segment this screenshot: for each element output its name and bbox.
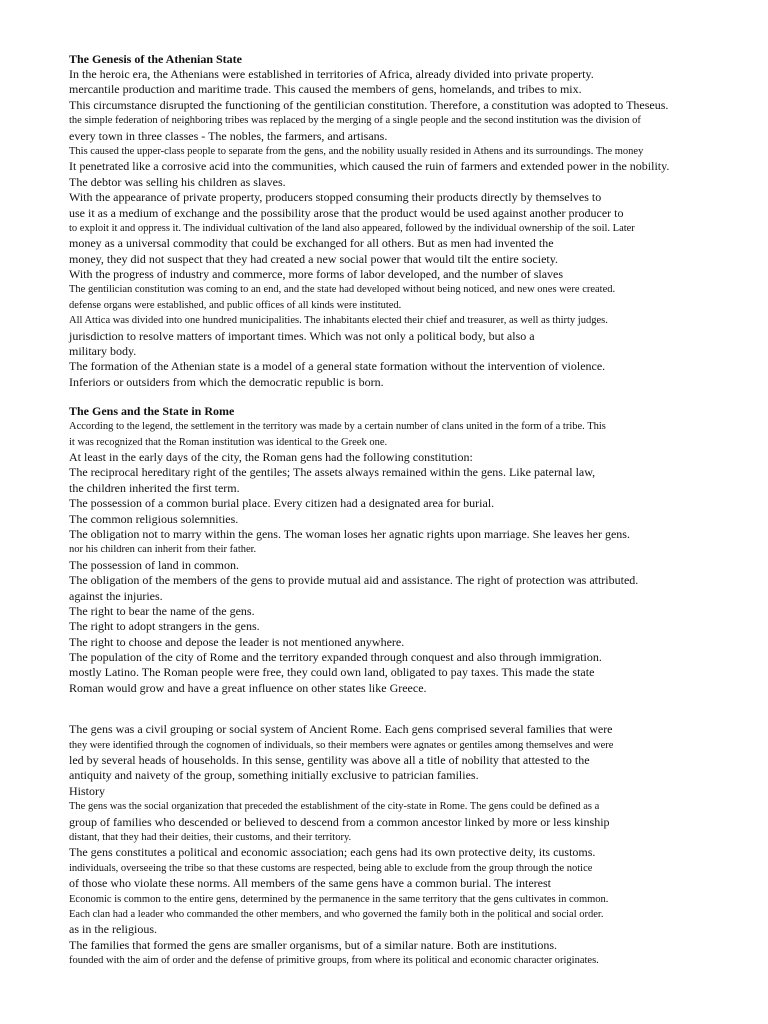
text-line: The gens was the social organization that preceded the establishment of the city-state in Rome. The gens could be defined as a [69,801,600,813]
text-line: defense organs were established, and public offices of all kinds were instituted. [69,299,402,311]
text-line: mercantile production and maritime trade. This caused the members of gens, homelands, and tribes to mix. [69,82,582,97]
text-line: The debtor was selling his children as slaves. [69,174,286,189]
text-line: The right to bear the name of the gens. [69,603,255,618]
text-line: The right to choose and depose the leader is not mentioned anywhere. [69,634,405,649]
subheading: History [69,783,105,798]
text-line: distant, that they had their deities, their customs, and their territory. [69,831,352,843]
text-line: as in the religious. [69,922,157,937]
text-line: Inferiors or outsiders from which the democratic republic is born. [69,374,384,389]
text-line: The obligation of the members of the gens to provide mutual aid and assistance. The right of protection was attributed. [69,573,639,588]
section-body [69,67,768,390]
text-line: Economic is common to the entire gens, determined by the permanence in the same territory that the gens cultivates in common. [69,893,609,905]
text-line: Roman would grow and have a great influence on other states like Greece. [69,680,427,695]
text-line: nor his children can inherit from their father. [69,544,257,556]
text-line: With the progress of industry and commerce, more forms of labor developed, and the number of slaves [69,267,564,282]
text-line: money as a universal commodity that could be exchanged for all others. But as men had invented the [69,236,554,251]
section-gap [69,390,768,404]
text-line: The common religious solemnities. [69,511,239,526]
text-line: In the heroic era, the Athenians were established in territories of Africa, already divided into private property. [69,67,594,81]
text-line: founded with the aim of order and the defense of primitive groups, from where its political and economic character originates. [69,955,599,967]
text-line: The right to adopt strangers in the gens. [69,619,260,634]
section-gap [69,696,768,722]
text-line: The possession of land in common. [69,557,239,572]
text-line: It penetrated like a corrosive acid into the communities, which caused the ruin of farmers and extended power in the nobility. [69,159,670,174]
text-line: use it as a medium of exchange and the possibility arose that the product would be used against another producer to [69,205,624,220]
section-body [69,419,768,696]
text-line: group of families who descended or believed to descend from a common ancestor linked by more or less kinship [69,814,610,829]
text-line: antiquity and naivety of the group, something initially exclusive to patrician families. [69,768,479,783]
text-line: With the appearance of private property, producers stopped consuming their products directly by themselves to [69,190,602,205]
text-line: the children inherited the first term. [69,480,240,495]
text-line: led by several heads of households. In this sense, gentility was above all a title of nobility that attested to the [69,753,590,768]
text-line: every town in three classes - The nobles, the farmers, and artisans. [69,128,388,143]
text-line: The obligation not to marry within the gens. The woman loses her agnatic rights upon marriage. She leaves her gens. [69,526,630,541]
text-line: At least in the early days of the city, the Roman gens had the following constitution: [69,449,473,464]
text-line: This caused the upper-class people to separate from the gens, and the nobility usually resided in Athens and its surroundings. The money [69,145,644,157]
text-line: to exploit it and oppress it. The individual cultivation of the land also appeared, followed by the individual ownership of the soil. Later [69,222,635,234]
text-line: they were identified through the cognomen of individuals, so their members were agnates or gentiles among themselves and were [69,739,614,751]
text-line: The possession of a common burial place. Every citizen had a designated area for burial. [69,496,495,511]
section-body [69,722,768,968]
text-line: According to the legend, the settlement in the territory was made by a certain number of clans united in the form of a tribe. This [69,421,606,433]
text-line: mostly Latino. The Roman people were free, they could own land, obligated to pay taxes. This made the state [69,665,595,680]
text-line: it was recognized that the Roman institution was identical to the Greek one. [69,436,388,448]
text-line: The reciprocal hereditary right of the gentiles; The assets always remained within the gens. Like paternal law, [69,465,596,480]
text-line: individuals, overseeing the tribe so that these customs are respected, being able to exclude from the group through the notice [69,862,593,874]
section-title: The Genesis of the Athenian State [69,52,243,66]
text-line: of those who violate these norms. All members of the same gens have a common burial. The interest [69,876,551,891]
text-line: This circumstance disrupted the functioning of the gentilician constitution. Therefore, a constitution was adopted to Theseus. [69,97,669,112]
text-line: All Attica was divided into one hundred municipalities. The inhabitants elected their chief and treasurer, as well as thirty judges. [69,315,608,327]
text-line: The families that formed the gens are smaller organisms, but of a similar nature. Both are institutions. [69,937,557,952]
text-line: the simple federation of neighboring tribes was replaced by the merging of a single people and the second institution was the division of [69,115,641,127]
text-line: The gens was a civil grouping or social system of Ancient Rome. Each gens comprised several families that were [69,722,613,737]
text-line: The gentilician constitution was coming to an end, and the state had developed without being noticed, and new ones were created. [69,284,616,296]
text-line: military body. [69,344,137,359]
document-page [69,52,768,968]
text-line: against the injuries. [69,588,163,603]
text-line: jurisdiction to resolve matters of important times. Which was not only a political body, but also a [69,328,535,343]
text-line: The population of the city of Rome and the territory expanded through conquest and also through immigration. [69,650,602,665]
text-line: The formation of the Athenian state is a model of a general state formation without the intervention of violence. [69,359,606,374]
section-title: The Gens and the State in Rome [69,404,235,419]
text-line: The gens constitutes a political and economic association; each gens had its own protective deity, its customs. [69,845,596,860]
text-line: Each clan had a leader who commanded the other members, and who governed the family both in the political and social order. [69,908,604,920]
text-line: money, they did not suspect that they had created a new social power that would tilt the entire society. [69,251,558,266]
